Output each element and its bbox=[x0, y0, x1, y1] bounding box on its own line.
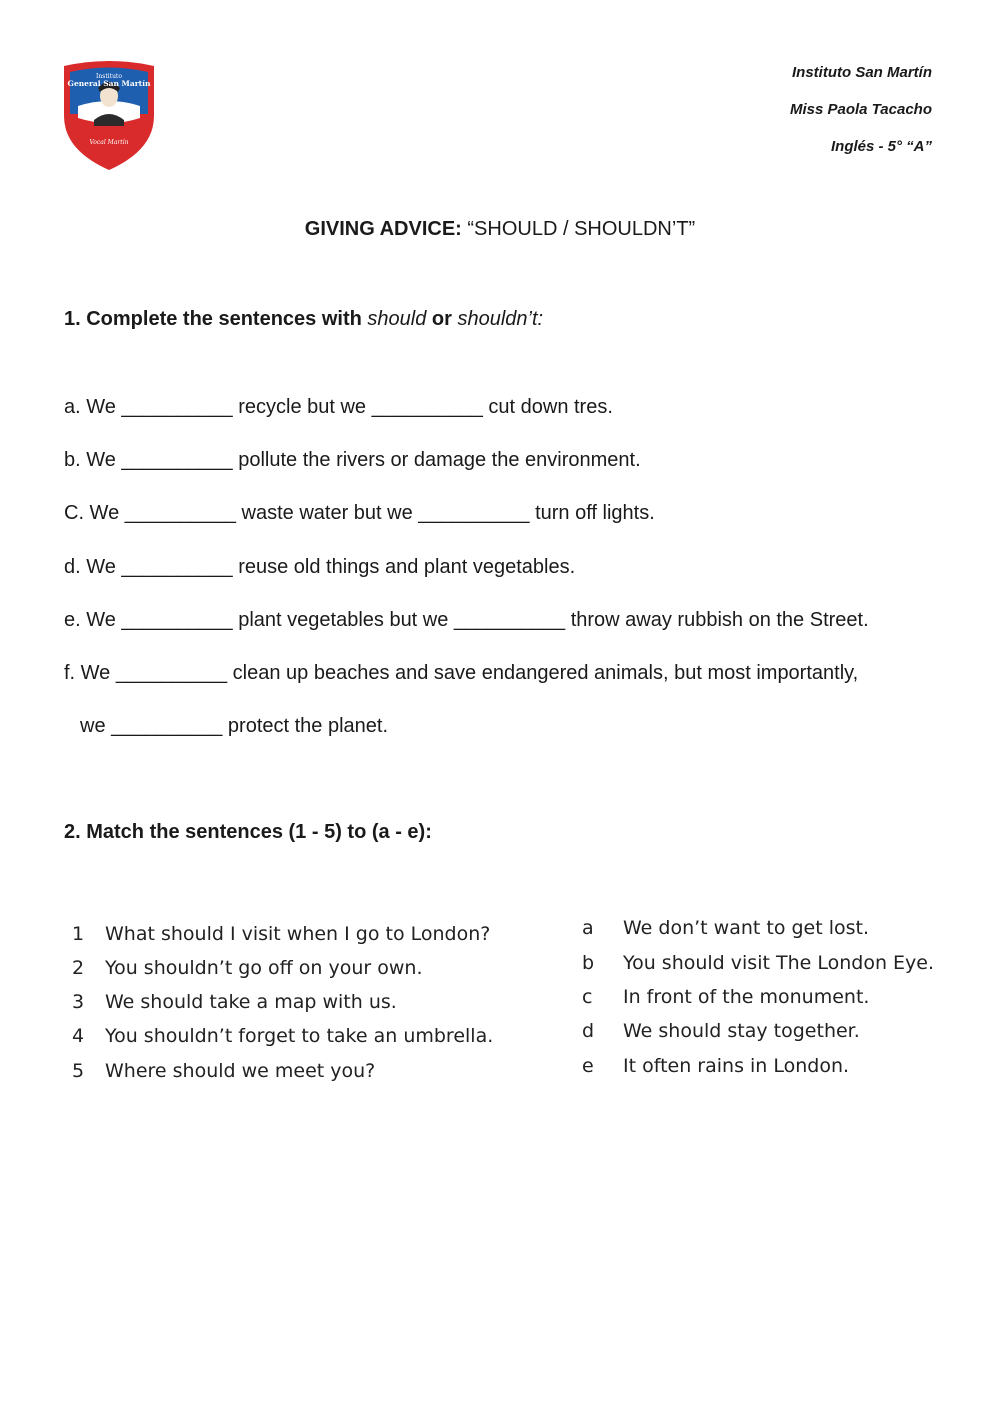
match-left-text: What should I visit when I go to London? bbox=[105, 923, 491, 945]
match-right-letter: a bbox=[582, 917, 594, 939]
section2-heading: 2. Match the sentences (1 - 5) to (a - e): bbox=[64, 821, 432, 843]
teacher-name: Miss Paola Tacacho bbox=[789, 101, 932, 118]
sentence-f: f. We __________ clean up beaches and save endangered animals, but most importantly, bbox=[64, 662, 859, 684]
match-right-text: We don’t want to get lost. bbox=[623, 917, 870, 939]
sentence-a: a. We __________ recycle but we __________ cut down tres. bbox=[64, 396, 613, 418]
course-label: Inglés - 5° “A” bbox=[830, 138, 932, 155]
match-right-letter: b bbox=[582, 952, 595, 974]
section1-word-should: should bbox=[367, 308, 427, 330]
match-left-num: 3 bbox=[72, 991, 85, 1013]
school-logo bbox=[58, 58, 160, 172]
match-left-num: 4 bbox=[72, 1025, 85, 1047]
match-right-letter: d bbox=[582, 1020, 595, 1042]
logo-text-bottom: Vocal Martín bbox=[89, 139, 129, 146]
match-left-num: 1 bbox=[72, 923, 85, 945]
match-right-text: It often rains in London. bbox=[623, 1055, 850, 1077]
match-right-text: We should stay together. bbox=[623, 1020, 860, 1042]
sentence-b: b. We __________ pollute the rivers or damage the environment. bbox=[64, 449, 641, 471]
section1-heading-mid: or bbox=[426, 308, 458, 330]
match-left-text: You shouldn’t forget to take an umbrella. bbox=[105, 1025, 494, 1047]
school-name: Instituto San Martín bbox=[792, 64, 932, 81]
title-rest: “SHOULD / SHOULDN’T” bbox=[461, 218, 696, 240]
sentence-f-cont: we __________ protect the planet. bbox=[80, 715, 389, 737]
title-bold: GIVING ADVICE: bbox=[304, 218, 462, 240]
logo-text-top: Instituto bbox=[96, 73, 122, 80]
section1-heading-pre: 1. Complete the sentences with bbox=[64, 308, 368, 330]
shield-icon bbox=[58, 58, 160, 172]
match-left-text: We should take a map with us. bbox=[105, 991, 397, 1013]
sentence-d: d. We __________ reuse old things and plant vegetables. bbox=[64, 556, 576, 578]
match-left-num: 5 bbox=[72, 1060, 85, 1082]
logo-text-name: General San Martín bbox=[67, 79, 151, 88]
match-left-num: 2 bbox=[72, 957, 85, 979]
match-right-letter: e bbox=[582, 1055, 594, 1077]
page-title bbox=[0, 218, 1000, 241]
match-right-text: You should visit The London Eye. bbox=[623, 952, 935, 974]
match-left-text: Where should we meet you? bbox=[105, 1060, 376, 1082]
sentence-c: C. We __________ waste water but we __________ turn off lights. bbox=[64, 502, 655, 524]
sentence-e: e. We __________ plant vegetables but we __________ throw away rubbish on the Street. bbox=[64, 609, 869, 631]
match-right-text: In front of the monument. bbox=[623, 986, 870, 1008]
section1-word-shouldnt: shouldn’t: bbox=[457, 308, 544, 330]
match-right-letter: c bbox=[582, 986, 593, 1008]
section1-heading bbox=[64, 308, 543, 331]
match-left-text: You shouldn’t go off on your own. bbox=[105, 957, 423, 979]
